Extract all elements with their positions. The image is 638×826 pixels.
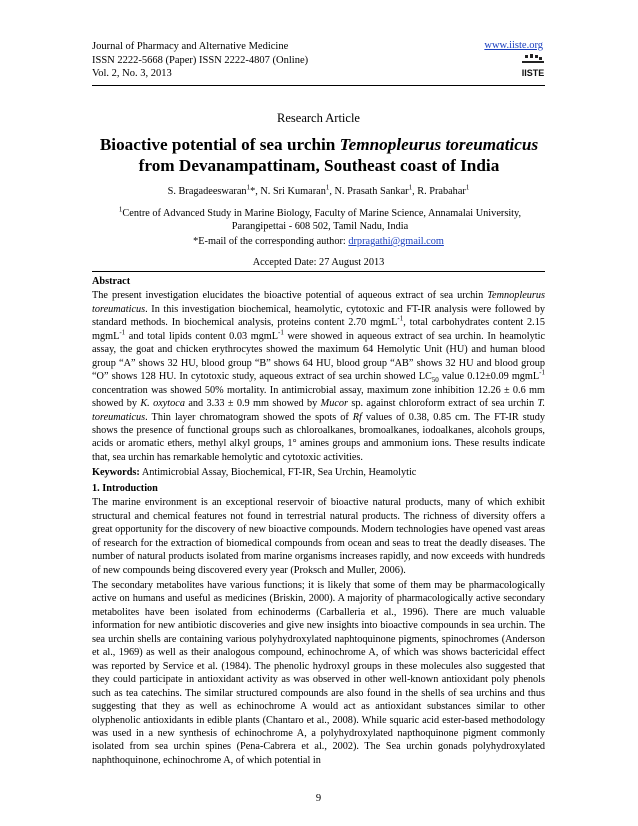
abstract-divider [92, 271, 545, 272]
header-divider [92, 85, 545, 86]
article-title: Bioactive potential of sea urchin Temnopleurus toreumaticus from Devanampattinam, Southeast coast of India [99, 135, 539, 175]
abstract-heading: Abstract [92, 276, 131, 287]
accepted-date: Accepted Date: 27 August 2013 [252, 257, 385, 268]
journal-header [92, 40, 308, 81]
journal-name: Journal of Pharmacy and Alternative Medicine [92, 41, 289, 52]
author-affiliation: $^1$Centre of Advanced Study in Marine Biology, Faculty of Marine Science, Annamalai University, Parangipettai - 608 502, Tamil Nadu, India [118, 205, 522, 232]
iiste-logo [521, 54, 545, 82]
introduction-heading: 1. Introduction [92, 482, 158, 494]
page-number: 9 [315, 793, 322, 804]
title-species: Temnopleurus toreumaticus [339, 135, 539, 154]
article-body [92, 275, 545, 769]
journal-url-link[interactable]: www.iiste.org [484, 40, 543, 51]
email-link[interactable]: drpragathi@gmail.com [348, 236, 444, 247]
introduction-paragraph-2: The secondary metabolites have various functions; it is likely that some of them may be pharmacologically active on humans and useful as medicines (Briskin, 2000). A majority of pharmacologically active secondary metabolites have been isolated from echinoderms (Carballeria et al., 1996). There are much valuable information for new antibiotic discoveries and give new insights into bioactive compounds in sea urchin. The sea urchin shells are containing various polyhydroxylated naphtoquinone pigments, spinochromes (Anderson et al., 1969) as well as their analogous compound, echinochrome A, of which was shows bactericidal effect was reported by Service et al. (1984). The phenolic hydroxyl groups in these molecules also suggested that they could participate in antioxidant activity as was observed in other well-known antioxidant poly phenols such as tea catechins. The similar structured compounds are also found in the shells of sea urchins and thus suggesting that they as well as echinochrome A would act as antioxidant substances similar to other olyphenolic antioxidants in edible plants (Chantaro et al., 2008). While squaric acid ester-based methodology was used in a new synthesis of echinochrome A, a polyhydroxylated napthoquinone pigment commonly isolated from sea urchin spines (Pena-Cabrera et al., 2002). The Sea urchin gonads polyhydroxylated naphthoquinone, echinochrome A, of which potential in [92, 579, 545, 766]
logo-text: IISTE [521, 68, 545, 78]
journal-volume: Vol. 2, No. 3, 2013 [92, 68, 172, 80]
keywords: Keywords: Antimicrobial Assay, Biochemical, FT-IR, Sea Urchin, Heamolytic [92, 467, 417, 479]
introduction-paragraph-1: The marine environment is an exceptional reservoir of bioactive natural products, many of which exhibit structural and chemical features not found in terrestrial natural products. The richness of diversity offers a great opportunity for the discovery of new bioactive compounds. Modern technologies have opened vast areas of research for the extraction of biomedical compounds from ocean and seas to treat the deadly diseases. The number of natural products isolated from marine organisms increases rapidly, and now exceeds with hundreds of new compounds being discovered every year (Proksch and Muller, 2006). [92, 497, 545, 576]
abstract-text: The present investigation elucidates the bioactive potential of aqueous extract of sea urchin Temnopleurus toreumaticus. In this investigation biochemical, heamolytic, cytotoxic and FT-IR analysis were followed by standard methods. In biochemical analysis, proteins content 2.70 mgmL$^{-1}$, total carbohydrates content 2.15 mgmL$^{-1}$ and total lipids content 0.03 mgmL$^{-1}$ were showed in aqueous extract of sea urchin. In heamolytic assay, the goat and chicken erythrocytes showed the maximum 64 Hemolytic Unit (HU) and human blood group “A” shows 32 HU, blood group “B” shows 64 HU, blood group “AB” shows 32 HU and blood group “O” shows 128 HU. In cytotoxic study, aqueous extract of sea urchin showed $LC_{50}$ value 0.12±0.09 mgmL$^{-1}$ concentration was showed 50% mortality. In antimicrobial assay, maximum zone inhibition 12.26 ± 0.6 mm showed by K. oxytoca and 3.33 ± 0.9 mm showed by Mucor sp. against chloroform extract of sea urchin T. toreumaticus. Thin layer chromatogram showed the spots of Rf values of 0.38, 0.85 cm. The FT-IR study shows the presence of functional groups such as chloroalkanes, bromoalkanes, iodoalkanes, alcohols groups, acids or aromatic ethers, methyl alkyl groups, 1° amines groups and ammonium ions. These results indicate that, sea urchin has remarkable hemolytic and cytotoxic activities. [92, 290, 546, 463]
article-type: Research Article [277, 111, 360, 125]
journal-issn: ISSN 2222-5668 (Paper) ISSN 2222-4807 (Online) [92, 54, 309, 66]
corresponding-email: *E-mail of the corresponding author: drpragathi@gmail.com [193, 236, 444, 247]
author-list: S. Bragadeeswaran$^1$*, N. Sri Kumaran$^1$, N. Prasath Sankar$^1$, R. Prabahar$^1$ [167, 183, 470, 197]
